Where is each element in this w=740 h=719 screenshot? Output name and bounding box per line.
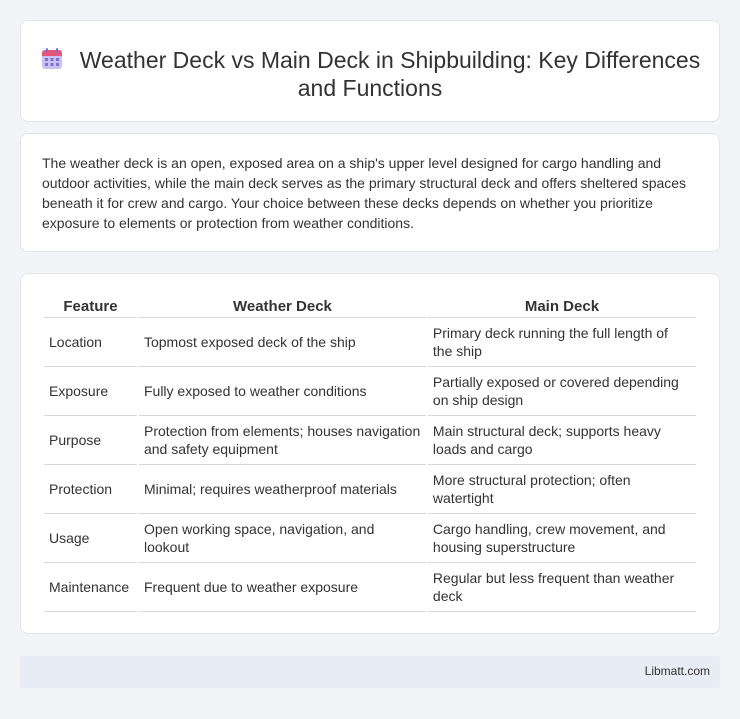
intro-card xyxy=(20,133,720,252)
table-row xyxy=(44,367,696,416)
row-weather-deck: Topmost exposed deck of the ship xyxy=(139,318,426,367)
row-feature: Maintenance xyxy=(44,563,137,612)
row-weather-deck: Fully exposed to weather conditions xyxy=(139,367,426,416)
row-main-deck: Partially exposed or covered depending on ship design xyxy=(428,367,696,416)
row-feature: Location xyxy=(44,318,137,367)
page-title-text: Weather Deck vs Main Deck in Shipbuilding: Key Differences and Functions xyxy=(79,47,701,101)
row-weather-deck: Frequent due to weather exposure xyxy=(139,563,426,612)
header-weather-deck: Weather Deck xyxy=(139,296,426,318)
row-weather-deck: Open working space, navigation, and lookout xyxy=(139,514,426,563)
table-row xyxy=(44,416,696,465)
row-main-deck: Primary deck running the full length of the ship xyxy=(428,318,696,367)
title-card xyxy=(20,20,720,122)
page-title xyxy=(21,46,719,102)
table-row xyxy=(44,563,696,612)
table-row xyxy=(44,514,696,563)
comparison-table xyxy=(42,296,698,612)
row-feature: Purpose xyxy=(44,416,137,465)
footer-site-link[interactable]: Libmatt.com xyxy=(644,664,710,678)
row-main-deck: Main structural deck; supports heavy loads and cargo xyxy=(428,416,696,465)
header-main-deck: Main Deck xyxy=(428,296,696,318)
calendar-icon xyxy=(40,47,64,71)
row-feature: Protection xyxy=(44,465,137,514)
table-header-row xyxy=(44,296,696,318)
row-main-deck: Regular but less frequent than weather deck xyxy=(428,563,696,612)
row-feature: Exposure xyxy=(44,367,137,416)
row-main-deck: Cargo handling, crew movement, and housing superstructure xyxy=(428,514,696,563)
header-feature: Feature xyxy=(44,296,137,318)
footer-bar xyxy=(20,656,720,688)
row-feature: Usage xyxy=(44,514,137,563)
row-weather-deck: Minimal; requires weatherproof materials xyxy=(139,465,426,514)
row-main-deck: More structural protection; often watertight xyxy=(428,465,696,514)
row-weather-deck: Protection from elements; houses navigation and safety equipment xyxy=(139,416,426,465)
table-row xyxy=(44,318,696,367)
comparison-table-card xyxy=(20,273,720,634)
table-row xyxy=(44,465,696,514)
intro-paragraph: The weather deck is an open, exposed area on a ship's upper level designed for cargo handling and outdoor activities, while the main deck serves as the primary structural deck and offers sheltered spaces beneath it for crew and cargo. Your choice between these decks depends on whether you prioritize exposure to elements or protection from weather conditions. xyxy=(42,155,687,231)
